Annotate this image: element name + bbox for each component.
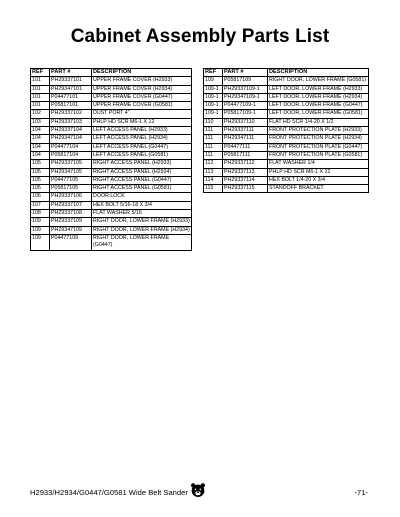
ref-cell: 109 <box>204 77 223 85</box>
description-cell: STANDOFF BRACKET <box>268 185 369 193</box>
table-row <box>31 143 192 151</box>
part-number-cell: P04477101 <box>50 93 92 101</box>
table-row <box>31 185 192 193</box>
table-row <box>204 168 369 176</box>
part-number-cell: PH29337112 <box>223 160 268 168</box>
description-cell: UPPER FRAME COVER (G0581) <box>92 102 192 110</box>
part-number-cell: PH29337106 <box>50 193 92 201</box>
parts-table-left <box>30 68 192 251</box>
table-row <box>204 127 369 135</box>
parts-table-right <box>203 68 369 193</box>
table-row <box>204 77 369 85</box>
ref-cell: 109 <box>31 234 50 250</box>
description-cell: LEFT DOOR, LOWER FRAME (G0447) <box>268 102 369 110</box>
table-row <box>31 93 192 101</box>
part-number-cell: PH29337109 <box>50 218 92 226</box>
description-cell: FRONT PROTECTION PLATE (G0447) <box>268 143 369 151</box>
ref-cell: 104 <box>31 143 50 151</box>
description-cell: RIGHT ACCESS PANEL (G0447) <box>92 176 192 184</box>
table-row <box>31 135 192 143</box>
table-row <box>204 85 369 93</box>
ref-cell: 105 <box>31 176 50 184</box>
table-row <box>31 176 192 184</box>
description-cell: RIGHT DOOR, LOWER FRAME (H2933) <box>93 218 190 225</box>
description-cell: LEFT DOOR, LOWER FRAME (G0581) <box>268 110 369 118</box>
description-cell: DUST PORT 4" <box>92 110 192 118</box>
bear-logo-icon <box>190 482 206 498</box>
description-cell: PHLP HD SCR M6-1 X 12 <box>92 118 192 126</box>
table-row <box>31 160 192 168</box>
table-row <box>204 143 369 151</box>
part-number-cell: P04477105 <box>50 176 92 184</box>
ref-cell: 104 <box>31 135 50 143</box>
ref-cell: 102 <box>31 110 50 118</box>
part-number-cell: P05817101 <box>50 102 92 110</box>
table-header-row <box>31 69 192 77</box>
part-number-cell: P05817105 <box>50 185 92 193</box>
description-cell: LEFT ACCESS PANEL (G0581) <box>92 151 192 159</box>
description-cell: FRONT PROTECTION PLATE (G0581) <box>268 151 369 159</box>
table-row <box>204 160 369 168</box>
description-cell: FLAT WASHER 1/4 <box>268 160 369 168</box>
ref-cell: 114 <box>204 176 223 184</box>
part-number-cell: PH29337109-1 <box>223 85 268 93</box>
table-row <box>204 151 369 159</box>
description-cell: RIGHT DOOR, LOWER FRAME (G0581) <box>268 77 369 85</box>
part-number-cell: PH29347105 <box>50 168 92 176</box>
part-number-cell: P05817111 <box>223 151 268 159</box>
table-row <box>31 234 192 250</box>
ref-cell: 105 <box>31 160 50 168</box>
description-cell: PHLP HD SCR M6-1 X 12 <box>268 168 369 176</box>
ref-cell: 109-1 <box>204 93 223 101</box>
part-column-header: PART # <box>223 69 268 77</box>
description-cell: RIGHT ACCESS PANEL (H2934) <box>92 168 192 176</box>
ref-cell: 101 <box>31 85 50 93</box>
part-number-cell: PH29347101 <box>50 85 92 93</box>
table-row <box>31 193 192 201</box>
ref-cell: 112 <box>204 160 223 168</box>
description-cell: DOOR LOCK <box>92 193 192 201</box>
table-row <box>31 210 192 218</box>
part-number-cell: PH29337111 <box>223 127 268 135</box>
part-number-cell: P05817109 <box>223 77 268 85</box>
ref-cell: 101 <box>31 77 50 85</box>
table-row <box>204 110 369 118</box>
part-number-cell: PH29337114 <box>223 176 268 184</box>
part-number-cell: P04477104 <box>50 143 92 151</box>
table-row <box>204 185 369 193</box>
part-number-cell: P04477109 <box>50 234 92 250</box>
description-cell: LEFT ACCESS PANEL (H2934) <box>92 135 192 143</box>
table-row <box>31 85 192 93</box>
ref-cell: 109-1 <box>204 110 223 118</box>
table-row <box>31 77 192 85</box>
table-row <box>204 135 369 143</box>
part-number-cell: PH29347109-1 <box>223 93 268 101</box>
table-row <box>31 110 192 118</box>
page-title: Cabinet Assembly Parts List <box>70 26 330 47</box>
table-row <box>31 218 192 226</box>
part-number-cell: PH29337104 <box>50 127 92 135</box>
table-row <box>31 226 192 234</box>
table-row <box>204 102 369 110</box>
description-cell: FLAT HD SCR 1/4-20 X 1/2 <box>268 118 369 126</box>
ref-cell: 104 <box>31 127 50 135</box>
ref-cell: 111 <box>204 151 223 159</box>
part-number-cell: PH29347111 <box>223 135 268 143</box>
part-number-cell: P05817104 <box>50 151 92 159</box>
ref-cell: 108 <box>31 210 50 218</box>
part-number-cell: PH29337108 <box>50 210 92 218</box>
ref-column-header: REF <box>31 69 50 77</box>
part-number-cell: PH29337110 <box>223 118 268 126</box>
description-cell: FRONT PROTECTION PLATE (H2934) <box>268 135 369 143</box>
ref-cell: 110 <box>204 118 223 126</box>
part-number-cell: PH29347104 <box>50 135 92 143</box>
description-cell: FLAT WASHER 5/16 <box>92 210 192 218</box>
ref-cell: 104 <box>31 151 50 159</box>
ref-cell: 109-1 <box>204 85 223 93</box>
part-number-cell: P04477109-1 <box>223 102 268 110</box>
description-cell: HEX BOLT 1/4-20 X 3/4 <box>268 176 369 184</box>
ref-cell: 103 <box>31 118 50 126</box>
ref-cell: 105 <box>31 185 50 193</box>
ref-cell: 113 <box>204 168 223 176</box>
ref-cell: 111 <box>204 127 223 135</box>
description-column-header: DESCRIPTION <box>268 69 369 77</box>
part-number-cell: PH29337105 <box>50 160 92 168</box>
table-row <box>31 127 192 135</box>
description-column-header: DESCRIPTION <box>92 69 192 77</box>
part-number-cell: P04477111 <box>223 143 268 151</box>
description-cell: LEFT DOOR, LOWER FRAME (H2934) <box>268 93 369 101</box>
table-row <box>31 201 192 209</box>
table-row <box>31 151 192 159</box>
table-row <box>31 102 192 110</box>
footer-model-text: H2933/H2934/G0447/G0581 Wide Belt Sander <box>30 488 188 497</box>
part-number-cell: PH29337107 <box>50 201 92 209</box>
part-number-cell: PH29347109 <box>50 226 92 234</box>
page-number: -71- <box>354 488 368 497</box>
ref-cell: 105 <box>31 168 50 176</box>
table-row <box>204 176 369 184</box>
part-number-cell: PH29337113 <box>223 168 268 176</box>
part-number-cell: P05817109-1 <box>223 110 268 118</box>
ref-cell: 109-1 <box>204 102 223 110</box>
description-cell: RIGHT ACCESS PANEL (H2933) <box>92 160 192 168</box>
ref-cell: 111 <box>204 143 223 151</box>
table-row <box>204 118 369 126</box>
part-number-cell: PH29337103 <box>50 118 92 126</box>
part-number-cell: PH29337101 <box>50 77 92 85</box>
ref-cell: 106 <box>31 193 50 201</box>
description-cell: LEFT ACCESS PANEL (G0447) <box>92 143 192 151</box>
ref-cell: 115 <box>204 185 223 193</box>
description-cell: RIGHT DOOR, LOWER FRAME (H2934) <box>93 226 190 233</box>
description-cell: FRONT PROTECTION PLATE (H2933) <box>268 127 369 135</box>
description-cell: HEX BOLT 5/16-18 X 3/4 <box>92 201 192 209</box>
ref-cell: 109 <box>31 226 50 234</box>
table-row <box>204 93 369 101</box>
description-cell: RIGHT DOOR, LOWER FRAME (G0447) <box>92 234 192 250</box>
table-header-row <box>204 69 369 77</box>
description-cell: LEFT ACCESS PANEL (H2933) <box>92 127 192 135</box>
description-cell: UPPER FRAME COVER (G0447) <box>92 93 192 101</box>
part-column-header: PART # <box>50 69 92 77</box>
part-number-cell: PH29337115 <box>223 185 268 193</box>
ref-cell: 101 <box>31 93 50 101</box>
ref-cell: 101 <box>31 102 50 110</box>
description-cell: LEFT DOOR, LOWER FRAME (H2933) <box>268 85 369 93</box>
ref-cell: 107 <box>31 201 50 209</box>
ref-column-header: REF <box>204 69 223 77</box>
description-cell: UPPER FRAME COVER (H2933) <box>92 77 192 85</box>
description-cell: UPPER FRAME COVER (H2934) <box>92 85 192 93</box>
part-number-cell: PH29337102 <box>50 110 92 118</box>
description-cell: RIGHT ACCESS PANEL (G0581) <box>92 185 192 193</box>
table-row <box>31 168 192 176</box>
table-row <box>31 118 192 126</box>
ref-cell: 111 <box>204 135 223 143</box>
ref-cell: 109 <box>31 218 50 226</box>
